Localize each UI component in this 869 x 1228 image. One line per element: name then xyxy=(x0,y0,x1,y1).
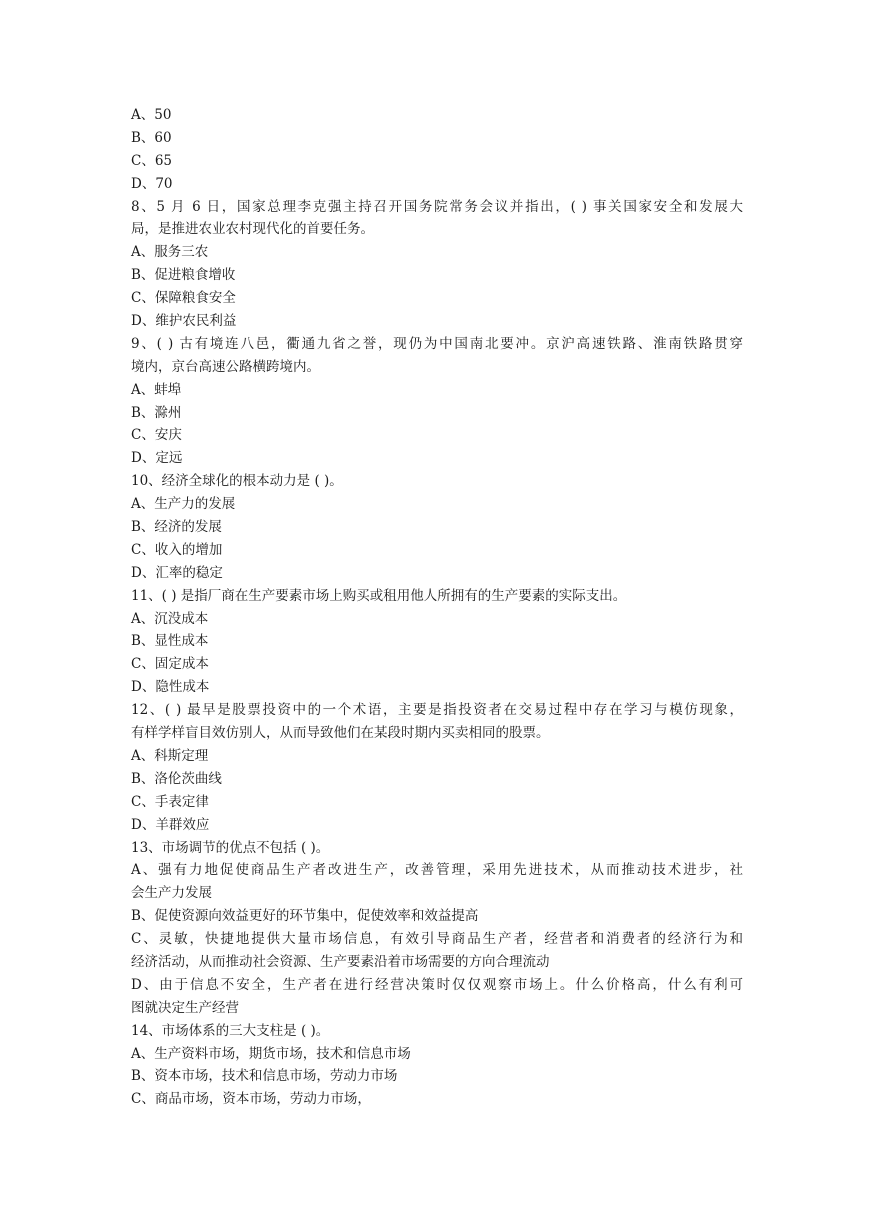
text-line: 9、( ) 古有境连八邑，衢通九省之誉，现仍为中国南北要冲。京沪高速铁路、淮南铁路贯穿 xyxy=(131,335,743,352)
text-line: C、灵敏，快捷地提供大量市场信息，有效引导商品生产者，经营者和消费者的经济行为和 xyxy=(131,931,743,948)
text-line: 14、市场体系的三大支柱是 ( )。 xyxy=(131,1022,330,1039)
text-line: B、经济的发展 xyxy=(131,519,222,536)
text-line: D、汇率的稳定 xyxy=(131,564,223,581)
text-line: 会生产力发展 xyxy=(131,885,212,902)
text-line: A、蚌埠 xyxy=(131,381,182,398)
text-line: C、商品市场，资本市场，劳动力市场， xyxy=(131,1091,371,1108)
text-line: A、沉没成本 xyxy=(131,610,209,627)
text-line: A、50 xyxy=(131,107,172,123)
text-line: B、洛伦茨曲线 xyxy=(131,770,222,787)
text-line: 10、经济全球化的根本动力是 ( )。 xyxy=(131,473,343,490)
text-line: B、滁州 xyxy=(131,404,182,421)
text-line: D、70 xyxy=(131,175,173,192)
text-line: 经济活动，从而推动社会资源、生产要素沿着市场需要的方向合理流动 xyxy=(131,953,550,970)
text-line: B、促使资源向效益更好的环节集中，促使效率和效益提高 xyxy=(131,908,479,925)
text-line: C、65 xyxy=(131,152,173,169)
text-line: 11、( ) 是指厂商在生产要素市场上购买或租用他人所拥有的生产要素的实际支出。 xyxy=(131,587,627,604)
text-line: C、安庆 xyxy=(131,427,182,444)
text-line: A、生产力的发展 xyxy=(131,496,236,513)
text-line: C、手表定律 xyxy=(131,793,209,810)
text-line: C、保障粮食安全 xyxy=(131,290,236,307)
text-line: D、由于信息不安全，生产者在进行经营决策时仅仅观察市场上。什么价格高，什么有利可 xyxy=(131,976,743,993)
text-line: C、收入的增加 xyxy=(131,541,223,558)
text-line: C、固定成本 xyxy=(131,656,209,673)
text-line: B、资本市场，技术和信息市场，劳动力市场 xyxy=(131,1068,398,1085)
document-page xyxy=(131,104,743,1111)
text-line: 13、市场调节的优点不包括 ( )。 xyxy=(131,839,330,856)
text-line: D、隐性成本 xyxy=(131,679,210,696)
text-line: 12、( ) 最早是股票投资中的一个术语，主要是指投资者在交易过程中存在学习与模仿现象， xyxy=(131,702,743,719)
text-line: 有样学样盲目效仿别人，从而导致他们在某段时期内买卖相同的股票。 xyxy=(131,725,550,742)
text-line: 图就决定生产经营 xyxy=(131,999,239,1016)
text-line: A、服务三农 xyxy=(131,244,209,261)
text-line: D、维护农民利益 xyxy=(131,313,237,330)
text-line: A、强有力地促使商品生产者改进生产，改善管理，采用先进技术，从而推动技术进步，社 xyxy=(131,862,743,879)
text-line: 8、5 月 6 日，国家总理李克强主持召开国务院常务会议并指出，( ) 事关国家安全和发展大 xyxy=(131,198,743,215)
text-line: D、定远 xyxy=(131,450,183,467)
text-line: B、促进粮食增收 xyxy=(131,267,236,284)
text-line: A、生产资料市场，期货市场，技术和信息市场 xyxy=(131,1045,411,1062)
text-line: 境内，京台高速公路横跨境内。 xyxy=(131,358,320,375)
text-line: 局，是推进农业农村现代化的首要任务。 xyxy=(131,221,374,238)
text-line: B、显性成本 xyxy=(131,633,209,650)
text-line: A、科斯定理 xyxy=(131,747,209,764)
text-line: B、60 xyxy=(131,129,172,146)
text-line: D、羊群效应 xyxy=(131,816,210,833)
